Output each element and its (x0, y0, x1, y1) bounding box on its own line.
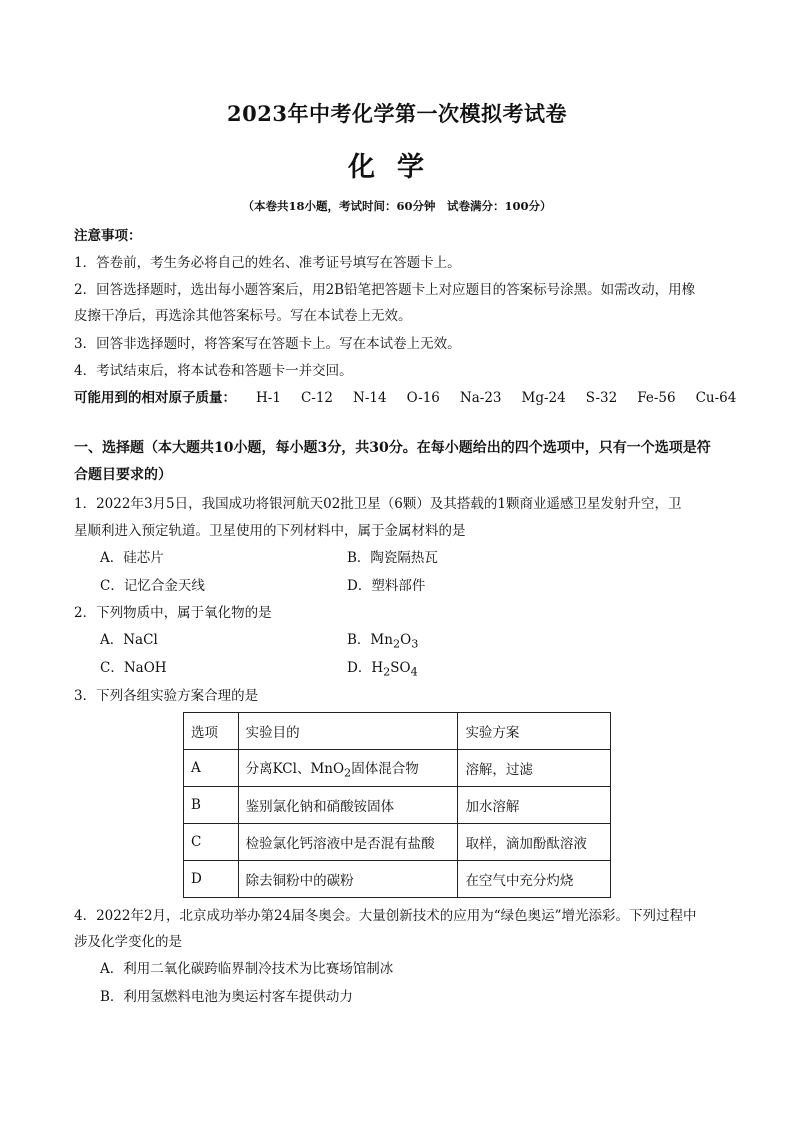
table-cell: 检验氯化钙溶液中是否混有盐酸 (238, 824, 458, 861)
q1-option-b: B．陶瓷隔热瓦 (347, 550, 438, 566)
table-header-cell: 选项 (184, 713, 239, 750)
table-row (184, 861, 611, 898)
table-cell: B (184, 787, 239, 824)
table-row (184, 787, 611, 824)
table-cell: 溶解，过滤 (458, 750, 611, 787)
note-2: 2．回答选择题时，选出每小题答案后，用2B铅笔把答题卡上对应题目的答案标号涂黑。如需改动，用橡 (74, 282, 696, 298)
note-1: 1．答卷前，考生务必将自己的姓名、准考证号填写在答题卡上。 (74, 255, 461, 271)
q1-option-a: A．硅芯片 (100, 550, 164, 566)
exam-meta: （本卷共18小题，考试时间：60分钟 试卷满分：100分） (242, 199, 552, 213)
q4-stem-line-1: 4．2022年2月，北京成功举办第24届冬奥会。大量创新技术的应用为“绿色奥运”增光添彩。下列过程中 (74, 908, 697, 924)
atomic-mass: S-32 (585, 390, 618, 406)
q3-stem: 3．下列各组实验方案合理的是 (74, 688, 259, 704)
table-cell: 取样，滴加酚酞溶液 (458, 824, 611, 861)
q1-stem-line-1: 1．2022年3月5日，我国成功将银河航天02批卫星（6颗）及其搭载的1颗商业遥感卫星发射升空，卫 (74, 496, 682, 512)
table-cell: A (184, 750, 239, 787)
atomic-mass: Fe-56 (637, 390, 676, 406)
q4-option-b: B．利用氢燃料电池为奥运村客车提供动力 (100, 989, 353, 1005)
atomic-masses-line (74, 388, 737, 408)
q2-option-a: A．NaCl (100, 632, 158, 648)
atomic-mass: C-12 (300, 390, 334, 406)
table-row (184, 824, 611, 861)
atomic-mass: H-1 (256, 390, 281, 406)
atomic-mass: Cu-64 (695, 390, 737, 406)
atomic-mass: Mg-24 (521, 390, 566, 406)
note-3: 3．回答非选择题时，将答案写在答题卡上。写在本试卷上无效。 (74, 336, 461, 352)
atomic-mass: O-16 (406, 390, 440, 406)
q4-stem-line-2: 涉及化学变化的是 (74, 934, 182, 950)
q1-option-d: D．塑料部件 (347, 578, 426, 594)
section-1-heading (74, 435, 726, 489)
section-1-line-1: 一、选择题（本大题共10小题，每小题3分，共30分。在每小题给出的四个选项中，只有一个选项是符 (74, 440, 711, 456)
atomic-masses-label: 可能用到的相对原子质量： (74, 390, 236, 406)
table-header-cell: 实验方案 (458, 713, 611, 750)
table-cell: 在空气中充分灼烧 (458, 861, 611, 898)
table-header-row (184, 713, 611, 750)
subject-title: 化学 (348, 152, 446, 183)
q1-stem-line-2: 星顺利进入预定轨道。卫星使用的下列材料中，属于金属材料的是 (74, 523, 466, 539)
table-cell: 加水溶解 (458, 787, 611, 824)
q3-experiment-table (183, 712, 611, 898)
note-2-cont: 皮擦干净后，再选涂其他答案标号。写在本试卷上无效。 (74, 308, 412, 324)
q2-option-d: D．$H_2SO_4$ (347, 660, 418, 679)
table-cell: D (184, 861, 239, 898)
notes-heading: 注意事项： (74, 228, 142, 244)
table-row (184, 750, 611, 787)
q2-option-b: B．$Mn_2O_3$ (347, 632, 419, 651)
atomic-mass: Na-23 (459, 390, 502, 406)
table-cell: 分离KCl、MnO$_2$固体混合物 (238, 750, 458, 787)
table-cell: 除去铜粉中的碳粉 (238, 861, 458, 898)
q2-option-c: C．NaOH (100, 660, 167, 676)
note-4: 4．考试结束后，将本试卷和答题卡一并交回。 (74, 363, 353, 379)
q2-stem: 2．下列物质中，属于氧化物的是 (74, 605, 272, 621)
q1-option-c: C．记忆合金天线 (100, 578, 205, 594)
table-cell: C (184, 824, 239, 861)
section-1-line-2: 合题目要求的） (74, 467, 172, 483)
table-cell: 鉴别氯化钠和硝酸铵固体 (238, 787, 458, 824)
q4-option-a: A．利用二氧化碳跨临界制冷技术为比赛场馆制冰 (100, 961, 394, 977)
exam-title: 2023年中考化学第一次模拟考试卷 (227, 101, 567, 126)
atomic-mass: N-14 (353, 390, 387, 406)
table-header-cell: 实验目的 (238, 713, 458, 750)
